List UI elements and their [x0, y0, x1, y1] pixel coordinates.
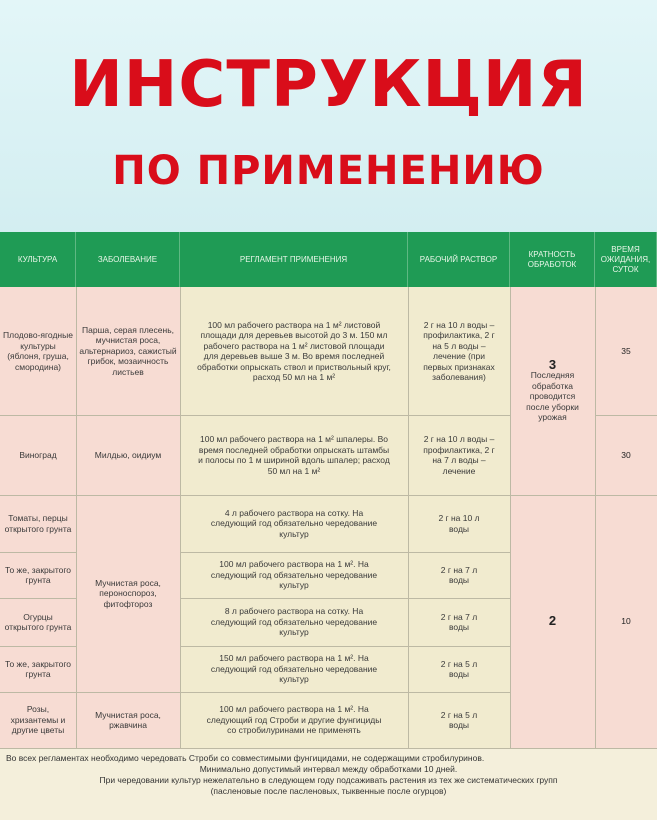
grid-line — [0, 552, 76, 553]
row3-regulation: 4 л рабочего раствора на сотку. На следующий год обязательно чередование культур — [210, 507, 378, 539]
multiplicity-bottom: 2 — [548, 613, 557, 629]
footer-line-3: При чередовании культур нежелательно в следующем году подсаживать растения из тех же систематических групп — [99, 775, 558, 785]
footer-line-4: (пасленовые после пасленовых, тыквенные после огурцов) — [210, 786, 447, 796]
grid-line — [76, 287, 77, 748]
grid-line — [180, 598, 510, 599]
grid-line — [180, 552, 510, 553]
footer-line-2: Минимально допустимый интервал между обработками 10 дней. — [199, 764, 458, 774]
page-title: ИНСТРУКЦИЯ — [69, 48, 588, 122]
multiplicity-top-text: Последняя обработка проводится после уборки урожая — [526, 370, 579, 422]
column-header-waiting: ВРЕМЯ ОЖИДАНИЯ, СУТОК — [595, 232, 657, 287]
grid-line — [0, 646, 76, 647]
row6-solution: 2 г на 5 л воды — [440, 658, 478, 679]
column-header-multiplicity: КРАТНОСТЬ ОБРАБОТОК — [510, 232, 595, 287]
grid-line — [0, 415, 510, 416]
grid-line — [0, 692, 510, 693]
grid-line — [0, 598, 76, 599]
footer-line-1: Во всех регламентах необходимо чередовать Строби со совместимыми фунгицидами, не содержащими стробилуринов. — [6, 753, 485, 763]
column-header-regulation: РЕГЛАМЕНТ ПРИМЕНЕНИЯ — [180, 232, 408, 287]
grid-line — [595, 287, 596, 748]
grid-line — [510, 287, 511, 748]
multiplicity-top — [510, 287, 595, 495]
row3-crop: Томаты, перцы открытого грунта — [4, 513, 72, 534]
header-banner — [0, 0, 657, 232]
grid-line — [595, 415, 657, 416]
row6-crop: То же, закрытого грунта — [4, 658, 72, 679]
row5-regulation: 8 л рабочего раствора на сотку. На следующий год обязательно чередование культур — [210, 606, 378, 638]
grid-line — [180, 287, 181, 748]
row1-crop: Плодово-ягодные культуры (яблоня, груша, смородина) — [3, 330, 73, 372]
row1-wait: 35 — [621, 345, 631, 356]
column-header-crop: КУЛЬТУРА — [0, 232, 76, 287]
row2-regulation: 100 мл рабочего раствора на 1 м² шпалеры. Во время последней обработки опрыскать штамбы и полосы по 1 м шириной вдоль шпалер; расход 50 мл на 1 м² — [198, 434, 390, 476]
row4-regulation: 100 мл рабочего раствора на 1 м². На следующий год обязательно чередование культур — [210, 559, 378, 591]
row5-crop: Огурцы открытого грунта — [4, 611, 72, 632]
vegetable-disease: Мучнистая роса, пероноспороз, фитофтороз — [95, 577, 161, 609]
footer-note — [0, 748, 657, 820]
row4-solution: 2 г на 7 л воды — [440, 564, 478, 585]
grid-line — [0, 495, 657, 496]
row7-solution: 2 г на 5 л воды — [440, 709, 478, 730]
row6-regulation: 150 мл рабочего раствора на 1 м². На следующий год обязательно чередование культур — [210, 653, 378, 685]
instruction-table — [0, 232, 657, 820]
row7-crop: Розы, хризантемы и другие цветы — [10, 704, 66, 736]
row1-solution: 2 г на 10 л воды – профилактика, 2 г на 5 л воды – лечение (при первых признаках заболевания) — [423, 319, 495, 382]
row1-regulation: 100 мл рабочего раствора на 1 м² листовой площади для деревьев высотой до 3 м. 150 мл рабочего раствора на 1 м² листовой площади для деревьев выше 3 м. Во время последней обработки опрыскать ствол и приствольный круг, расход 50 мл на 1 м² — [197, 319, 391, 382]
row5-solution: 2 г на 7 л воды — [440, 611, 478, 632]
row1-disease: Парша, серая плесень, мучнистая роса, альтернариоз, сажистый грибок, мозаичность листьев — [79, 324, 177, 377]
row4-crop: То же, закрытого грунта — [4, 564, 72, 585]
page-subtitle: ПО ПРИМЕНЕНИЮ — [112, 148, 545, 194]
row2-crop: Виноград — [19, 449, 57, 460]
waiting-bottom: 10 — [621, 616, 631, 627]
row2-wait: 30 — [621, 449, 631, 460]
grid-line — [408, 287, 409, 748]
column-header-solution: РАБОЧИЙ РАСТВОР — [408, 232, 510, 287]
row7-disease: Мучнистая роса, ржавчина — [95, 709, 161, 730]
row7-regulation: 100 мл рабочего раствора на 1 м². На следующий год Строби и другие фунгициды со стробилуринами не применять — [206, 704, 382, 736]
row3-solution: 2 г на 10 л воды — [438, 513, 480, 534]
column-header-disease: ЗАБОЛЕВАНИЕ — [76, 232, 180, 287]
grid-line — [180, 646, 510, 647]
row2-disease: Милдью, оидиум — [94, 449, 162, 460]
row2-solution: 2 г на 10 л воды – профилактика, 2 г на 7 л воды – лечение — [423, 434, 495, 476]
multiplicity-top-number: 3 — [548, 356, 557, 372]
